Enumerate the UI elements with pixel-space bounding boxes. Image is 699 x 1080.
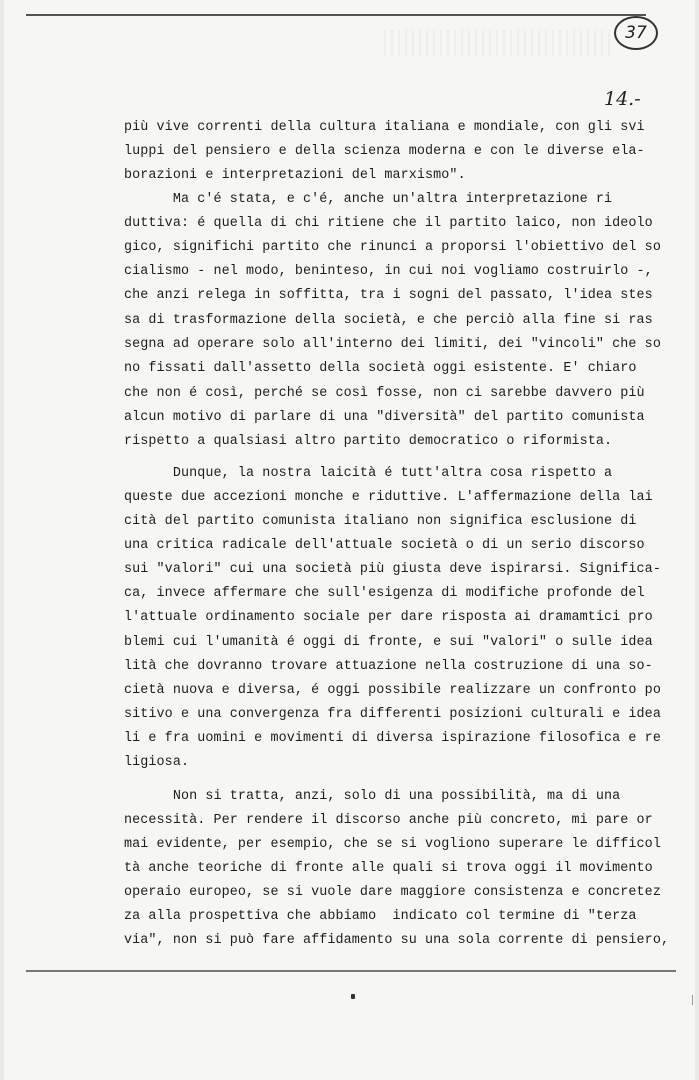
top-edge-rule <box>26 14 646 16</box>
text-line: za alla prospettiva che abbiamo indicato col termine di "terza <box>124 909 637 924</box>
scan-noise <box>384 30 614 56</box>
text-line: Dunque, la nostra laicità é tutt'altra cosa rispetto a <box>124 466 613 481</box>
text-line: ca, invece affermare che sull'esigenza di modifiche profonde del <box>124 586 645 601</box>
text-line: li e fra uomini e movimenti di diversa ispirazione filosofica e re <box>124 731 661 746</box>
text-line: che anzi relega in soffitta, tra i sogni del passato, l'idea stes <box>124 288 653 303</box>
text-line: blemi cui l'umanità é oggi di fronte, e sui "valori" o sulle idea <box>124 635 653 650</box>
text-line: necessità. Per rendere il discorso anche più concreto, mi pare or <box>124 813 653 828</box>
text-line: gico, significhi partito che rinunci a proporsi l'obiettivo del so <box>124 240 661 255</box>
text-line: segna ad operare solo all'interno dei limiti, dei "vincoli" che so <box>124 337 661 352</box>
archive-stamp <box>614 16 658 50</box>
text-line: Ma c'é stata, e c'é, anche un'altra interpretazione ri <box>124 192 613 207</box>
text-line: mai evidente, per esempio, che se si vogliono superare le difficol <box>124 837 661 852</box>
text-line: Non si tratta, anzi, solo di una possibilità, ma di una <box>124 789 621 804</box>
text-line: lità che dovranno trovare attuazione nella costruzione di una so- <box>124 659 653 674</box>
text-line: no fissati dall'assetto della società oggi esistente. E' chiaro <box>124 361 637 376</box>
text-line: sitivo e una convergenza fra differenti posizioni culturali e idea <box>124 707 661 722</box>
text-line: ligiosa. <box>124 755 190 770</box>
text-line: borazioni e interpretazioni del marxismo". <box>124 168 466 183</box>
text-line: luppi del pensiero e della scienza moderna e con le diverse ela- <box>124 144 645 159</box>
text-line: rispetto a qualsiasi altro partito democratico o riformista. <box>124 434 613 449</box>
text-line: più vive correnti della cultura italiana e mondiale, con gli svi <box>124 120 645 135</box>
text-line: queste due accezioni monche e riduttive. L'affermazione della lai <box>124 490 653 505</box>
text-line: duttiva: é quella di chi ritiene che il partito laico, non ideolo <box>124 216 653 231</box>
text-line: che non é così, perché se così fosse, non ci sarebbe davvero più <box>124 386 645 401</box>
text-line: una critica radicale dell'attuale società o di un serio discorso <box>124 538 645 553</box>
page-number: 14.- <box>604 88 641 110</box>
bottom-rule <box>26 970 676 972</box>
text-line: cialismo - nel modo, beninteso, in cui noi vogliamo costruirlo -, <box>124 264 653 279</box>
stamp-label: 37 <box>625 23 647 43</box>
ink-dot <box>351 994 355 999</box>
edge-mark <box>692 995 693 1005</box>
document-page <box>4 0 695 1080</box>
text-line: cietà nuova e diversa, é oggi possibile realizzare un confronto po <box>124 683 661 698</box>
text-line: sui "valori" cui una società più giusta deve ispirarsi. Significa- <box>124 562 661 577</box>
text-line: sa di trasformazione della società, e che perciò alla fine si ras <box>124 313 653 328</box>
text-line: operaio europeo, se si vuole dare maggiore consistenza e concretez <box>124 885 661 900</box>
text-line: alcun motivo di parlare di una "diversità" del partito comunista <box>124 410 645 425</box>
text-line: tà anche teoriche di fronte alle quali si trova oggi il movimento <box>124 861 653 876</box>
text-line: l'attuale ordinamento sociale per dare risposta ai dramamtici pro <box>124 610 653 625</box>
text-line: cità del partito comunista italiano non significa esclusione di <box>124 514 637 529</box>
text-line: via", non si può fare affidamento su una sola corrente di pensiero, <box>124 933 670 948</box>
